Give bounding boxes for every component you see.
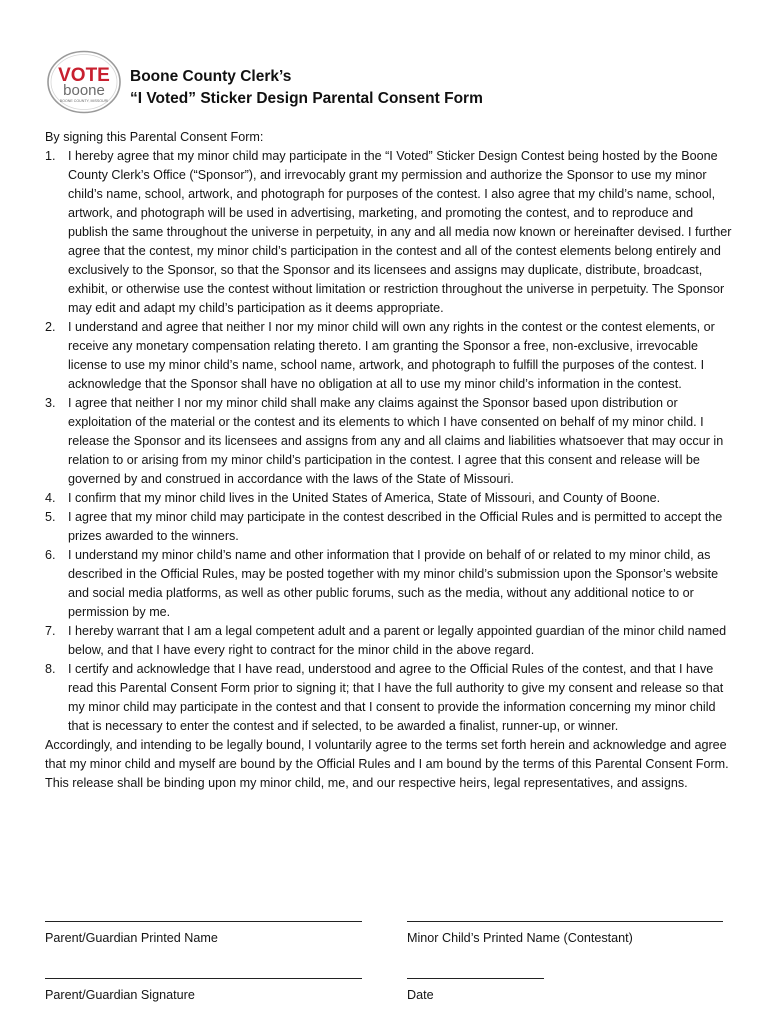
logo-subtitle-text: BOONE COUNTY, MISSOURI — [59, 99, 109, 103]
child-name-field[interactable] — [407, 921, 723, 922]
intro-text: By signing this Parental Consent Form: — [45, 130, 264, 144]
list-item — [45, 147, 735, 318]
vote-boone-logo-graphic — [46, 50, 122, 114]
item-number: 2. — [45, 320, 56, 334]
item-number: 3. — [45, 396, 56, 410]
form-header — [130, 66, 483, 110]
date-field[interactable] — [407, 978, 544, 979]
form-subtitle: “I Voted” Sticker Design Parental Consent Form — [130, 90, 483, 107]
closing-paragraph: Accordingly, and intending to be legally bound, I voluntarily agree to the terms set forth herein and acknowledge and agree that my minor child and myself are bound by the Official Rules and I am bound by the terms of this Parental Consent Form. This release shall be binding upon my minor child, me, and our respective heirs, legal representatives, and assigns. — [45, 738, 729, 790]
signature-label: Parent/Guardian Signature — [45, 988, 195, 1002]
item-text: I confirm that my minor child lives in the United States of America, State of Missouri, and County of Boone. — [68, 491, 661, 505]
item-text: I understand my minor child’s name and other information that I provide on behalf of or related to my minor child, as described in the Official Rules, may be posted together with my minor child’s submission upon the Sponsor’s website and social media platforms, as well as other public forums, such as the media, without any additional notice to or permission by me. — [68, 548, 719, 619]
logo-vote-text: VOTE — [58, 65, 110, 86]
signature-field[interactable] — [45, 978, 362, 979]
list-item — [45, 622, 735, 660]
item-number: 4. — [45, 491, 56, 505]
printed-name-label: Parent/Guardian Printed Name — [45, 931, 218, 945]
item-text: I understand and agree that neither I nor my minor child will own any rights in the contest or the contest elements, or receive any monetary compensation relating thereto. I am granting the Sponsor a free, non-exclusive, irrevocable license to use my minor child’s name, school name, artwork, and photograph to fulfill the purposes of the contest. I acknowledge that the Sponsor shall have no obligation at all to use my minor child’s information in the contest. — [68, 320, 715, 391]
list-item — [45, 318, 735, 394]
vote-boone-logo — [46, 50, 122, 114]
item-text: I certify and acknowledge that I have read, understood and agree to the Official Rules of the contest, and that I have read this Parental Consent Form prior to signing it; that I have the full authority to give my consent and release so that my minor child may participate in the contest and that I consent to provide the information concerning my minor child that is necessary to enter the contest and if selected, to be awarded a finalist, runner-up, or winner. — [68, 662, 724, 733]
printed-name-field[interactable] — [45, 921, 362, 922]
list-item — [45, 508, 735, 546]
item-text: I agree that neither I nor my minor child shall make any claims against the Sponsor based upon distribution or exploitation of the material or the contest and its elements to which I have consented on behalf of my minor child. I release the Sponsor and its licensees and assigns from any and all claims and liabilities whatsoever that may occur in relation to or arising from my minor child’s participation in the contest. I agree that this consent and release will be governed by and construed in accordance with the laws of the State of Missouri. — [68, 396, 724, 486]
list-item — [45, 394, 735, 489]
form-body — [45, 128, 735, 793]
item-number: 7. — [45, 624, 56, 638]
list-item — [45, 489, 735, 508]
item-number: 6. — [45, 548, 56, 562]
item-number: 8. — [45, 662, 56, 676]
item-number: 5. — [45, 510, 56, 524]
list-item — [45, 660, 735, 736]
item-text: I agree that my minor child may participate in the contest described in the Official Rules and is permitted to accept the prizes awarded to the winners. — [68, 510, 723, 543]
item-number: 1. — [45, 149, 56, 163]
item-text: I hereby agree that my minor child may participate in the “I Voted” Sticker Design Contest being hosted by the Boone County Clerk’s Office (“Sponsor”), and irrevocably grant my permission and authorize the Sponsor to use my minor child’s name, school, artwork, and photograph for purposes of the contest. I also agree that my child’s name, school, artwork, and photograph will be used in advertising, marketing, and promoting the contest, and to reproduce and publish the same throughout the universe in perpetuity, in any and all media now known or hereinafter devised. I further agree that the contest, my minor child’s participation in the contest and all of the contest elements belong entirely and exclusively to the Sponsor, so that the Sponsor and its licensees and assigns may duplicate, distribute, broadcast, exhibit, or otherwise use the contest without limitation or restriction throughout the universe in perpetuity. The Sponsor may edit and adapt my child’s participation as it deems appropriate. — [68, 149, 732, 315]
child-name-label: Minor Child’s Printed Name (Contestant) — [407, 931, 633, 945]
item-text: I hereby warrant that I am a legal competent adult and a parent or legally appointed guardian of the minor child named below, and that I have every right to contract for the minor child in the above regard. — [68, 624, 727, 657]
list-item — [45, 546, 735, 622]
date-label: Date — [407, 988, 434, 1002]
consent-terms-list — [45, 147, 735, 736]
form-title: Boone County Clerk’s — [130, 68, 292, 85]
logo-boone-text: boone — [63, 82, 105, 99]
